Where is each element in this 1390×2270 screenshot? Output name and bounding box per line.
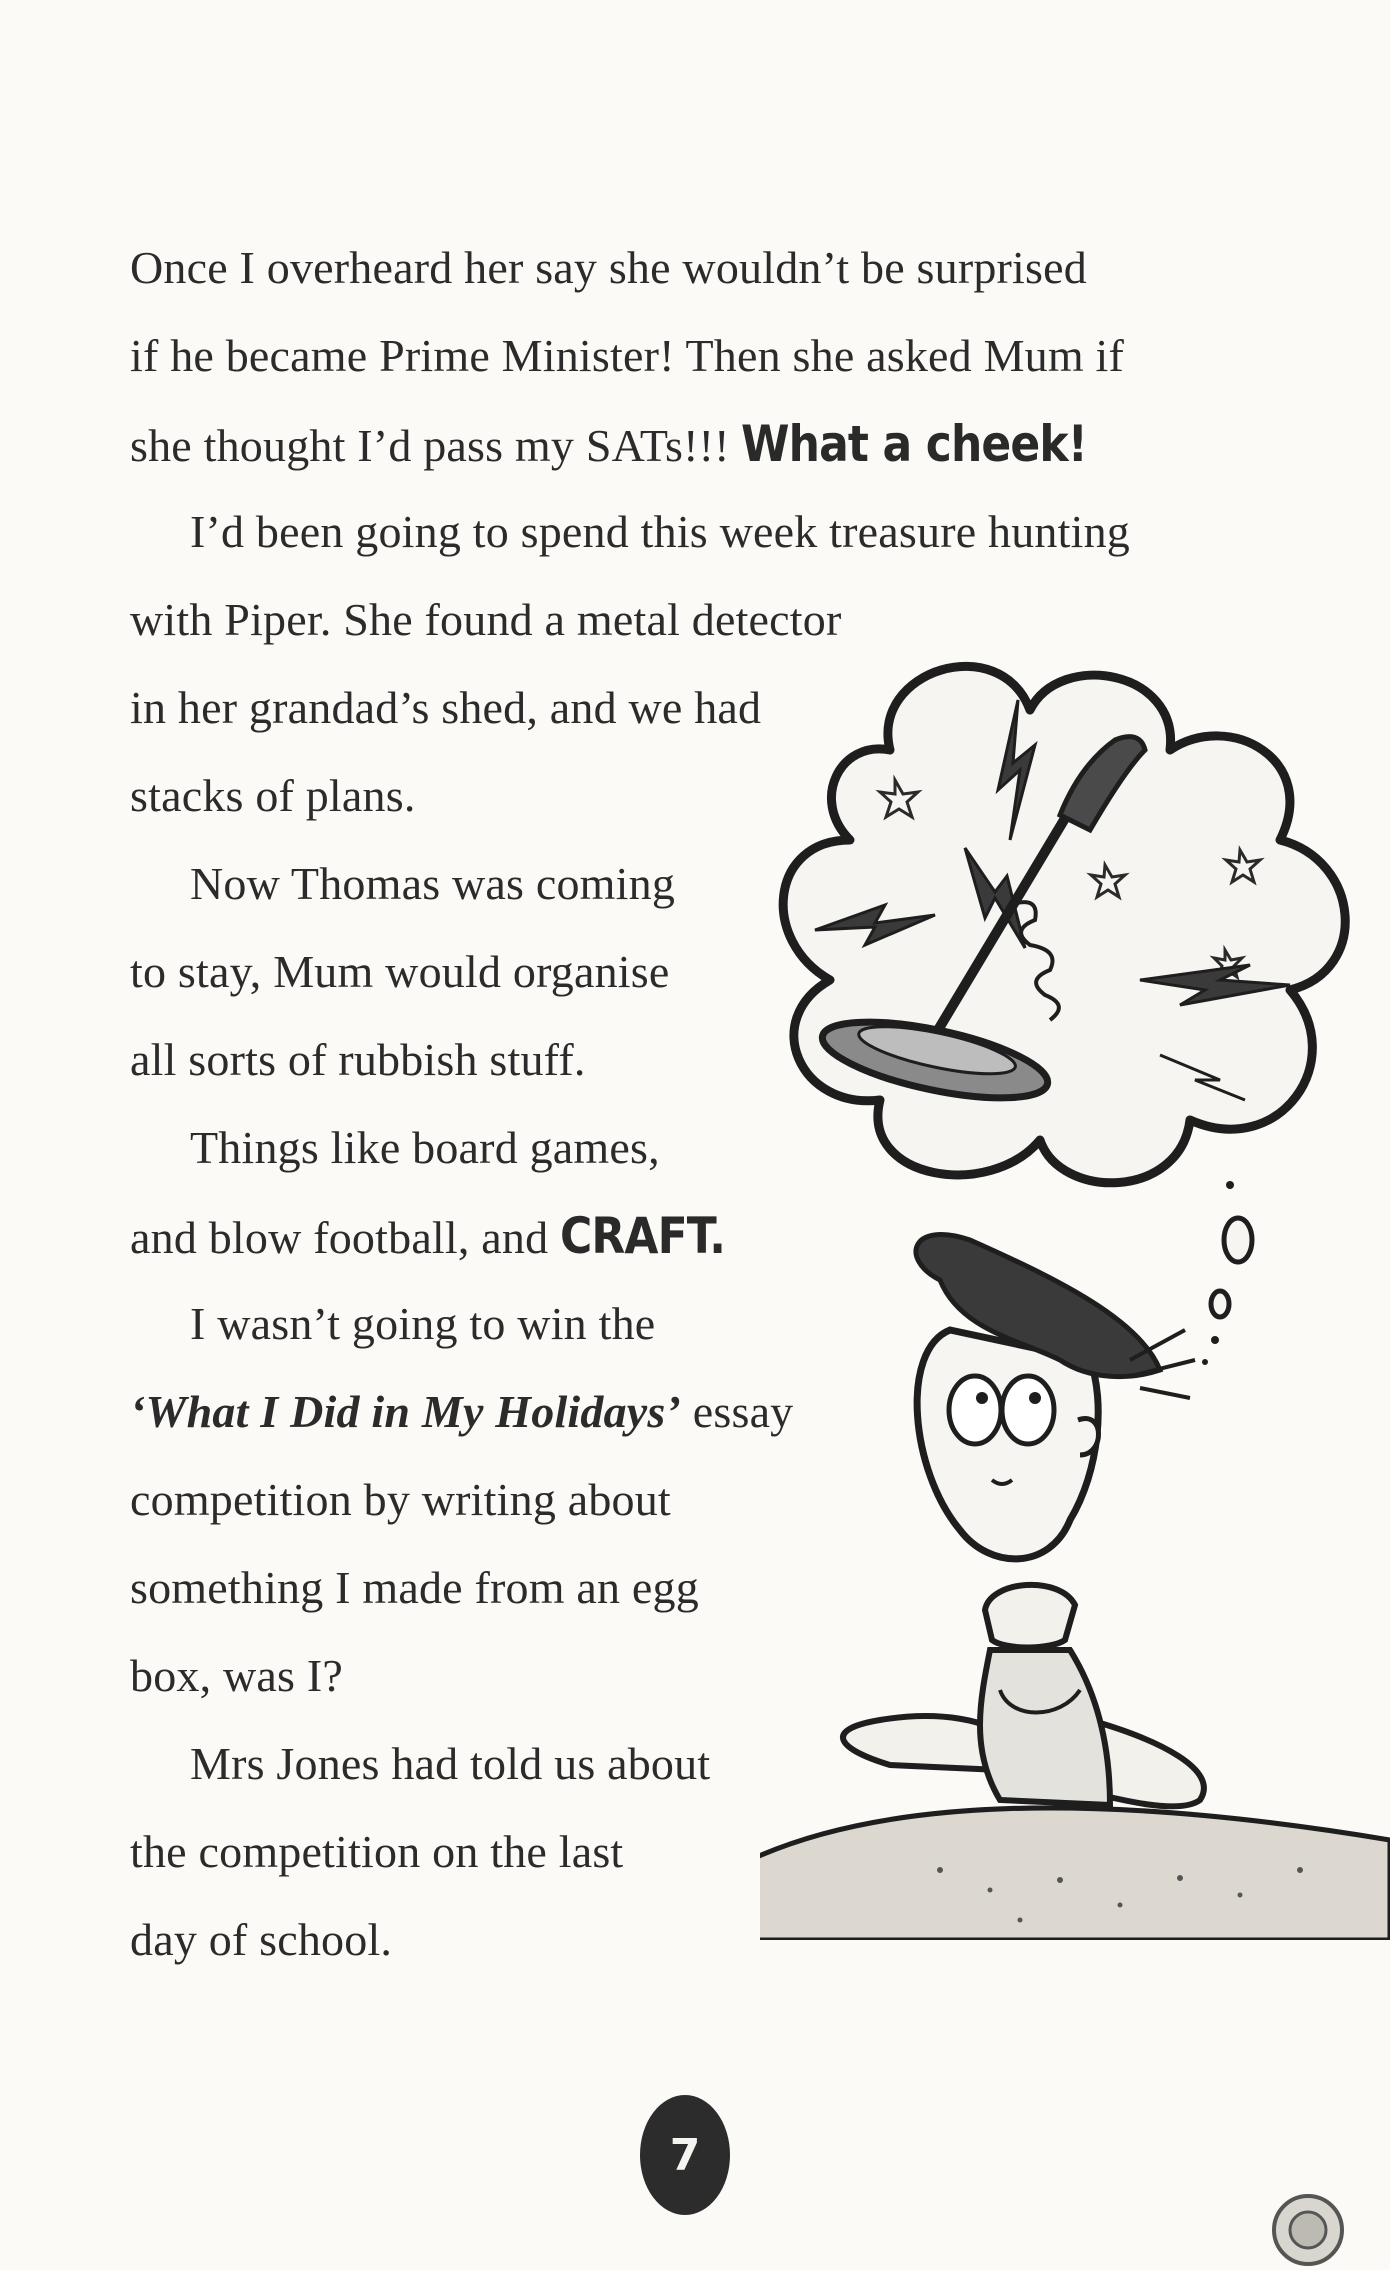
page-number-badge <box>640 2095 730 2215</box>
page-number: 7 <box>669 2129 701 2181</box>
text-line: competition by writing about <box>130 1474 671 1525</box>
text-line: Now Thomas was coming <box>190 858 676 909</box>
corner-emblem-icon <box>1268 2190 1348 2270</box>
text-line: box, was I? <box>130 1650 343 1701</box>
text-line: to stay, Mum would organise <box>130 946 670 997</box>
text-line: with Piper. She found a metal detector <box>130 594 842 645</box>
text-line <box>130 414 1134 476</box>
text-line: Once I overheard her say she wouldn’t be surprised <box>130 242 1087 293</box>
text-line: if he became Prime Minister! Then she asked Mum if <box>130 330 1125 381</box>
text-line: the competition on the last <box>130 1826 624 1877</box>
text-line: all sorts of rubbish stuff. <box>130 1034 586 1085</box>
text-line: something I made from an egg <box>130 1562 699 1613</box>
shout-what-a-cheek: What a cheek! <box>741 415 1088 473</box>
text-line: in her grandad’s shed, and we had <box>130 682 762 733</box>
text-line <box>130 1382 793 1442</box>
essay-title: ‘What I Did in My Holidays’ <box>130 1386 682 1437</box>
text-fragment: she thought I’d pass my SATs!!! <box>130 420 742 471</box>
text-line: stacks of plans. <box>130 770 416 821</box>
text-fragment: essay <box>681 1386 794 1437</box>
shout-craft: CRAFT. <box>560 1207 726 1265</box>
boy-thinking-of-metal-detector-icon <box>760 640 1390 1940</box>
text-line <box>130 1206 748 1268</box>
text-line: Things like board games, <box>190 1122 660 1173</box>
text-fragment: and blow football, and <box>130 1212 561 1263</box>
text-line: day of school. <box>130 1914 393 1965</box>
text-line: Mrs Jones had told us about <box>190 1738 711 1789</box>
text-line: I wasn’t going to win the <box>190 1298 656 1349</box>
text-line: I’d been going to spend this week treasure hunting <box>190 506 1130 557</box>
